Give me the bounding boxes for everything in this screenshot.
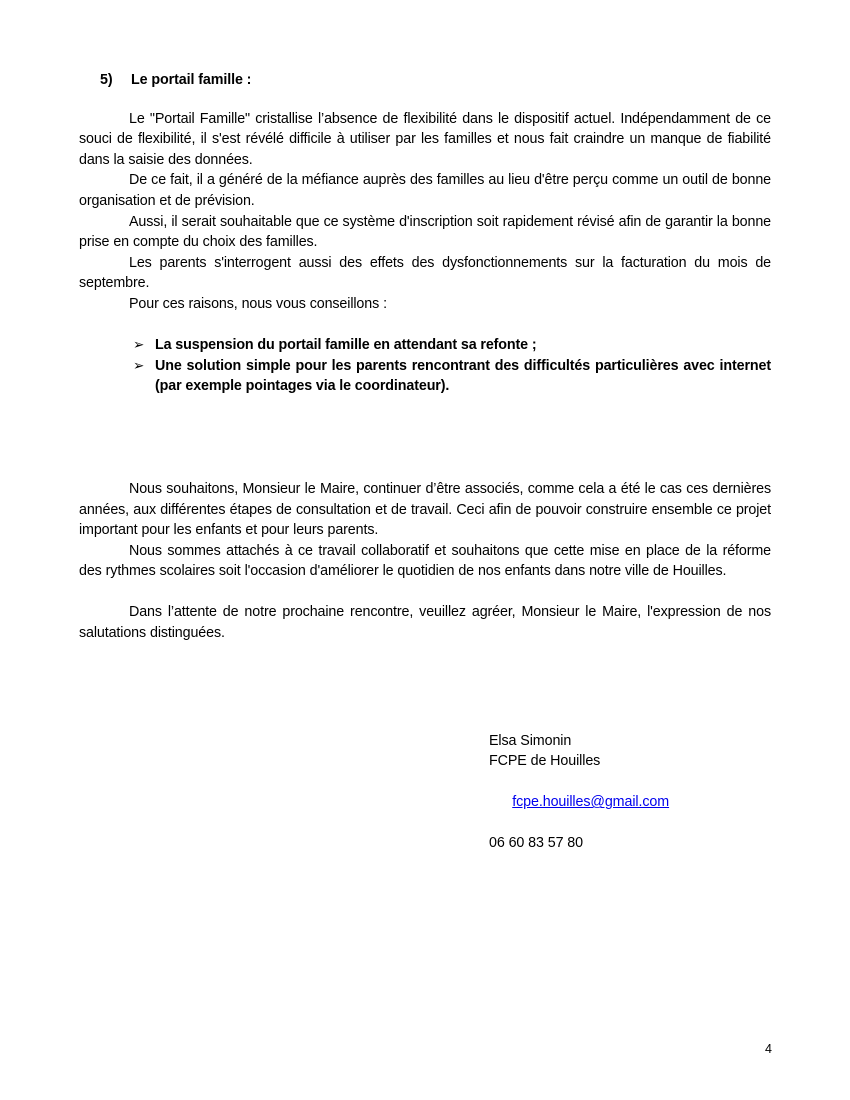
spacer bbox=[79, 582, 771, 603]
paragraph-1: Le "Portail Famille" cristallise l’absence de flexibilité dans le dispositif actuel. Indépendamment de ce souci de flexibilité, il s'est révélé difficile à utiliser par les familles et nous fait craindre un manque de fiabilité dans la saisie des données. bbox=[79, 110, 771, 168]
paragraph-8: Dans l’attente de notre prochaine rencontre, veuillez agréer, Monsieur le Maire, l'expression de nos salutations distinguées. bbox=[79, 604, 771, 642]
page-number: 4 bbox=[765, 1042, 772, 1056]
signature-phone: 06 60 83 57 80 bbox=[489, 835, 584, 852]
paragraph-5: Pour ces raisons, nous vous conseillons : bbox=[129, 295, 387, 312]
list-item bbox=[133, 356, 771, 397]
signature-email-line bbox=[489, 772, 669, 833]
paragraph-3: Aussi, il serait souhaitable que ce système d'inscription soit rapidement révisé afin de garantir la bonne prise en compte du choix des familles. bbox=[79, 213, 771, 251]
email-link[interactable]: fcpe.houilles@gmail.com bbox=[512, 794, 670, 811]
arrow-bullet-icon: ➢ bbox=[133, 337, 145, 353]
section-title: Le portail famille : bbox=[131, 72, 252, 88]
signature-block bbox=[489, 731, 669, 853]
list-item bbox=[133, 335, 771, 356]
signature-name: Elsa Simonin bbox=[489, 733, 572, 749]
section-heading bbox=[100, 72, 771, 88]
spacer bbox=[79, 88, 771, 109]
list-item-label: La suspension du portail famille en attendant sa refonte ; bbox=[155, 337, 537, 354]
paragraph-4: Les parents s'interrogent aussi des effets des dysfonctionnements sur la facturation du mois de septembre. bbox=[79, 254, 771, 292]
spacer bbox=[79, 397, 771, 438]
signature-organization: FCPE de Houilles bbox=[489, 753, 601, 770]
document-body bbox=[79, 72, 771, 644]
spacer bbox=[79, 315, 771, 336]
spacer bbox=[79, 438, 771, 479]
paragraph-7: Nous sommes attachés à ce travail collaboratif et souhaitons que cette mise en place de la réforme des rythmes scolaires soit l'occasion d'améliorer le quotidien de nos enfants dans notre ville de Houilles. bbox=[79, 542, 771, 580]
paragraph-6: Nous souhaitons, Monsieur le Maire, continuer d’être associés, comme cela a été le cas ces dernières années, aux différentes étapes de consultation et de travail. Ceci afin de pouvoir construire ensemble ce projet important pour les enfants et pour leurs parents. bbox=[79, 480, 771, 539]
list-item-label: Une solution simple pour les parents rencontrant des difficultés particulières avec internet (par exemple pointages via le coordinateur). bbox=[155, 357, 771, 395]
recommendations-list bbox=[79, 335, 771, 397]
arrow-bullet-icon: ➢ bbox=[133, 357, 145, 373]
paragraph-2: De ce fait, il a généré de la méfiance auprès des familles au lieu d'être perçu comme un outil de bonne organisation et de prévision. bbox=[79, 172, 771, 209]
section-number: 5) bbox=[100, 72, 113, 88]
